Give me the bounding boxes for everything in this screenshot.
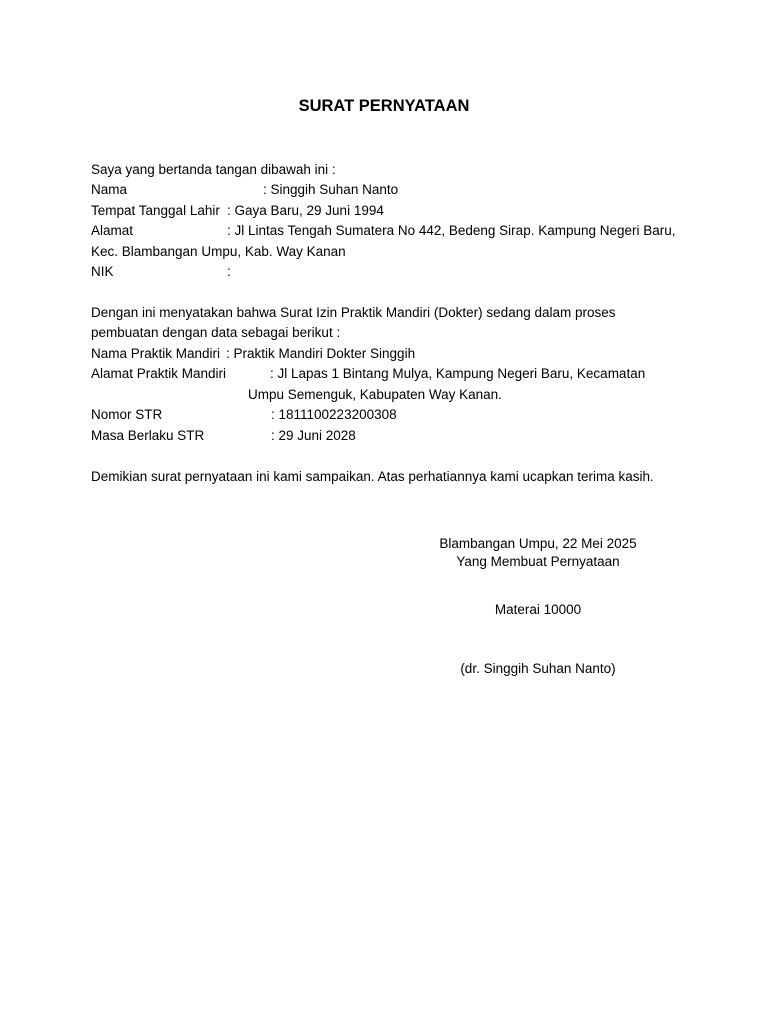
alamat-praktik-value-line1: : Jl Lapas 1 Bintang Mulya, Kampung Negeri Baru, Kecamatan <box>270 366 646 381</box>
ttl-value: : Gaya Baru, 29 Juni 1994 <box>227 203 384 218</box>
alamat-praktik-label: Alamat Praktik Mandiri <box>91 366 227 381</box>
nama-praktik-value: : Praktik Mandiri Dokter Singgih <box>226 346 416 361</box>
nama-label: Nama <box>91 182 128 197</box>
nama-value: : Singgih Suhan Nanto <box>263 182 399 197</box>
alamat-value-line1: : Jl Lintas Tengah Sumatera No 442, Bedeng Sirap. Kampung Negeri Baru, <box>227 223 676 238</box>
signatory-name: (dr. Singgih Suhan Nanto) <box>460 661 616 676</box>
nik-label: NIK <box>91 264 114 279</box>
ttl-label: Tempat Tanggal Lahir <box>91 203 220 218</box>
masa-berlaku-label: Masa Berlaku STR <box>91 428 205 443</box>
alamat-praktik-value-line2: Umpu Semenguk, Kabupaten Way Kanan. <box>248 387 502 402</box>
alamat-value-line2: Kec. Blambangan Umpu, Kab. Way Kanan <box>91 244 346 259</box>
str-label: Nomor STR <box>91 407 163 422</box>
intro-text: Saya yang bertanda tangan dibawah ini : <box>91 162 336 177</box>
alamat-label: Alamat <box>91 223 134 238</box>
signature-role: Yang Membuat Pernyataan <box>456 554 620 569</box>
nik-value: : <box>227 264 231 279</box>
letter-title: SURAT PERNYATAAN <box>298 97 470 115</box>
masa-berlaku-value: : 29 Juni 2028 <box>271 428 356 443</box>
statement-line2: pembuatan dengan data sebagai berikut : <box>91 325 341 340</box>
str-value: : 1811100223200308 <box>271 407 397 422</box>
statement-line1: Dengan ini menyatakan bahwa Surat Izin Praktik Mandiri (Dokter) sedang dalam proses <box>91 305 616 320</box>
signature-place-date: Blambangan Umpu, 22 Mei 2025 <box>439 536 637 551</box>
stamp-placeholder: Materai 10000 <box>494 602 582 617</box>
closing-text: Demikian surat pernyataan ini kami sampaikan. Atas perhatiannya kami ucapkan terima kasih. <box>91 469 654 484</box>
nama-praktik-label: Nama Praktik Mandiri <box>91 346 221 361</box>
